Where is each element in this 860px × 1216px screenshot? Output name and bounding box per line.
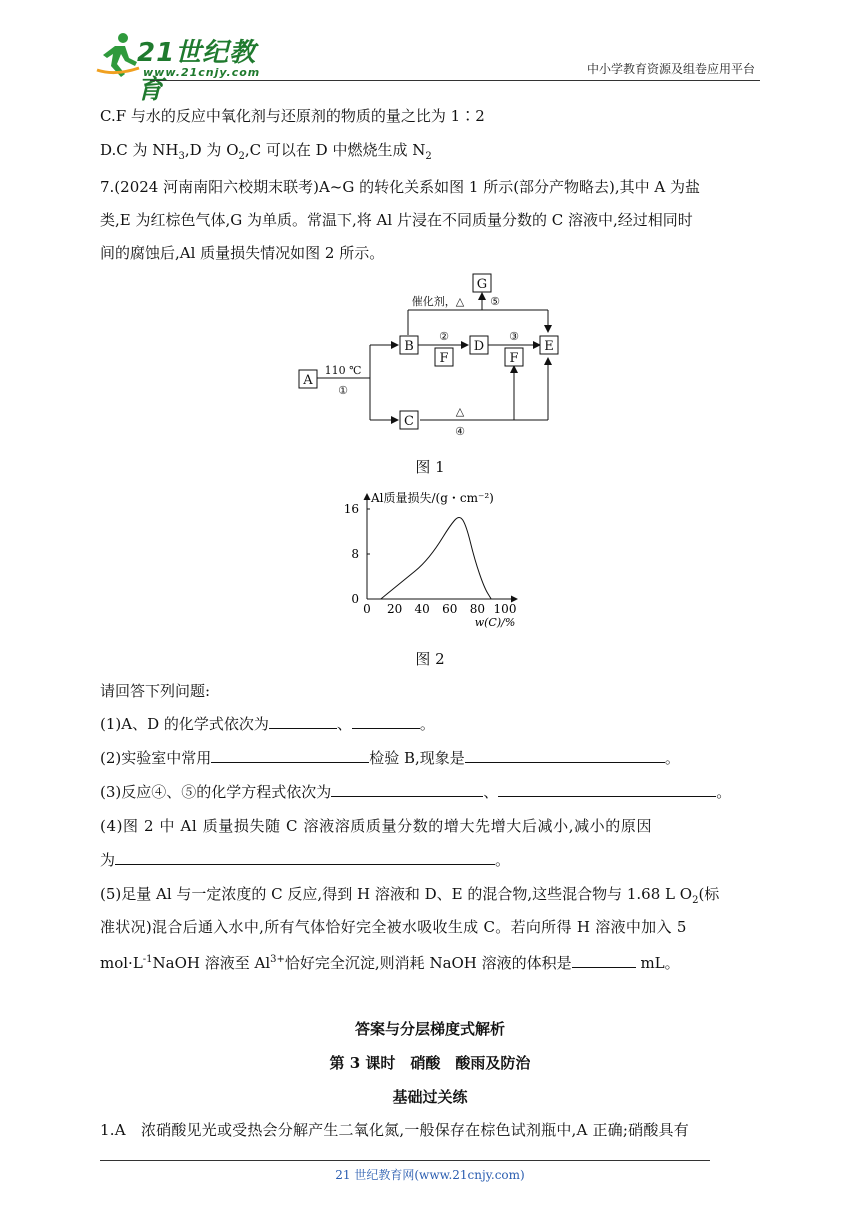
option-d-text-3: ,C 可以在 D 中燃烧生成 N xyxy=(244,141,426,159)
figure-2-caption: 图 2 xyxy=(415,650,445,668)
q5-line3-text-c: 恰好完全沉淀,则消耗 NaOH 溶液的体积是 xyxy=(284,954,572,972)
q3-blank-1[interactable] xyxy=(331,782,483,797)
label-a: A xyxy=(303,373,313,388)
x-tick-label: 20 xyxy=(386,602,403,616)
q2-text-c: 。 xyxy=(664,749,680,767)
q5-line-3 xyxy=(100,950,680,973)
step-2: ② xyxy=(439,330,449,343)
q4-text-a: 为 xyxy=(100,851,116,869)
option-d xyxy=(100,140,432,167)
questions-intro: 请回答下列问题: xyxy=(100,682,211,700)
step-5: ⑤ xyxy=(490,295,500,308)
condition-110c: 110 ℃ xyxy=(324,364,362,377)
platform-name: 中小学教育资源及组卷应用平台 xyxy=(586,62,755,76)
q1-text-b: 、 xyxy=(336,715,352,733)
q1 xyxy=(100,714,435,734)
footer-divider xyxy=(100,1160,710,1161)
y-tick-label: 16 xyxy=(343,502,359,516)
q3-text-a: (3)反应④、⑤的化学方程式依次为 xyxy=(100,783,332,801)
q7-line-1: 7.(2024 河南南阳六校期末联考)A~G 的转化关系如图 1 所示(部分产物略去),其中 A 为盐 xyxy=(100,178,701,196)
label-g: G xyxy=(476,277,488,292)
q3-text-b: 、 xyxy=(483,783,499,801)
q5-line-2: 准状况)混合后通入水中,所有气体恰好完全被水吸收生成 C。若向所得 H 溶液中加入 5 xyxy=(100,918,687,936)
runner-logo-icon xyxy=(95,30,141,80)
y-tick-label: 0 xyxy=(351,592,359,606)
option-d-sub-2: 2 xyxy=(238,151,245,162)
q2-blank-1[interactable] xyxy=(211,748,369,763)
label-c: C xyxy=(404,414,414,429)
option-d-sub-1: 3 xyxy=(178,151,185,162)
x-tick-label: 100 xyxy=(493,602,517,616)
figure-1-caption: 图 1 xyxy=(415,458,445,476)
q5-line3-text-b: NaOH 溶液至 Al xyxy=(152,954,271,972)
q4-blank[interactable] xyxy=(115,850,495,865)
q1-text-a: (1)A、D 的化学式依次为 xyxy=(100,715,269,733)
q4-text-c: 。 xyxy=(495,851,511,869)
logo-text: 21世纪教育 xyxy=(137,38,257,105)
q1-blank-2[interactable] xyxy=(352,714,420,729)
q4-line-2 xyxy=(100,850,510,870)
section-title: 基础过关练 xyxy=(392,1088,468,1106)
catalyst-label: 催化剂，△ xyxy=(411,295,465,308)
q2-text-b: 检验 B,现象是 xyxy=(369,749,465,767)
header-divider xyxy=(150,80,760,81)
q5-line-1 xyxy=(100,884,719,911)
answer-1: 1.A 浓硝酸见光或受热会分解产生二氧化氮,一般保存在棕色试剂瓶中,A 正确;硝酸具有 xyxy=(100,1121,689,1139)
q2-text-a: (2)实验室中常用 xyxy=(100,749,212,767)
q5-line3-text-d: mL。 xyxy=(635,954,680,972)
x-tick-label: 0 xyxy=(363,602,371,616)
q4-line-1: (4)图 2 中 Al 质量损失随 C 溶液溶质质量分数的增大先增大后减小,减小的原因 xyxy=(100,817,653,835)
footer-text: 21 世纪教育网(www.21cnjy.com) xyxy=(335,1168,525,1182)
q5-line1-text-a: (5)足量 Al 与一定浓度的 C 反应,得到 H 溶液和 D、E 的混合物,这些混合物与 1.68 L O xyxy=(100,885,693,903)
step-3: ③ xyxy=(509,330,519,343)
option-d-sub-3: 2 xyxy=(425,151,432,162)
logo xyxy=(95,30,265,105)
figure-2-chart xyxy=(335,488,525,633)
q7-line-3: 间的腐蚀后,Al 质量损失情况如图 2 所示。 xyxy=(100,244,385,262)
label-d: D xyxy=(473,339,485,354)
q7-line-2: 类,E 为红棕色气体,G 为单质。常温下,将 Al 片浸在不同质量分数的 C 溶液中,经过相同时 xyxy=(100,211,693,229)
q3 xyxy=(100,782,731,802)
q5-line1-sub: 2 xyxy=(692,895,699,906)
q1-text-c: 。 xyxy=(419,715,435,733)
q5-blank[interactable] xyxy=(572,953,636,968)
label-b: B xyxy=(404,339,414,354)
y-tick-label: 8 xyxy=(351,547,359,561)
label-f-1: F xyxy=(439,351,449,366)
logo-url: www.21cnjy.com xyxy=(143,66,261,79)
step-1: ① xyxy=(338,384,348,397)
x-tick-label: 80 xyxy=(469,602,486,616)
q1-blank-1[interactable] xyxy=(269,714,337,729)
x-tick-label: 40 xyxy=(414,602,430,616)
chart-xlabel: w(C)/% xyxy=(474,616,516,629)
q3-blank-2[interactable] xyxy=(498,782,716,797)
lesson-title: 第 3 课时 硝酸 酸雨及防治 xyxy=(329,1054,531,1072)
q5-line3-sup-1: -1 xyxy=(142,954,153,965)
heat-label: △ xyxy=(455,405,465,418)
option-c: C.F 与水的反应中氧化剂与还原剂的物质的量之比为 1∶2 xyxy=(100,107,485,125)
label-e: E xyxy=(544,339,554,354)
x-tick-label: 60 xyxy=(442,602,458,616)
option-d-text-2: ,D 为 O xyxy=(184,141,239,159)
figure-1-diagram xyxy=(290,268,580,440)
q2 xyxy=(100,748,680,768)
chart-ylabel: Al质量损失/(g・cm⁻²) xyxy=(371,491,494,505)
q5-line3-text-a: mol·L xyxy=(100,954,143,972)
step-4: ④ xyxy=(455,425,465,438)
q5-line1-text-b: (标 xyxy=(698,885,720,903)
option-d-text-1: D.C 为 NH xyxy=(100,141,179,159)
answers-title: 答案与分层梯度式解析 xyxy=(354,1020,505,1038)
q5-line3-sup-2: 3+ xyxy=(270,954,285,965)
q3-text-c: 。 xyxy=(716,783,732,801)
series-line xyxy=(381,517,491,599)
q2-blank-2[interactable] xyxy=(465,748,665,763)
label-f-2: F xyxy=(509,351,519,366)
